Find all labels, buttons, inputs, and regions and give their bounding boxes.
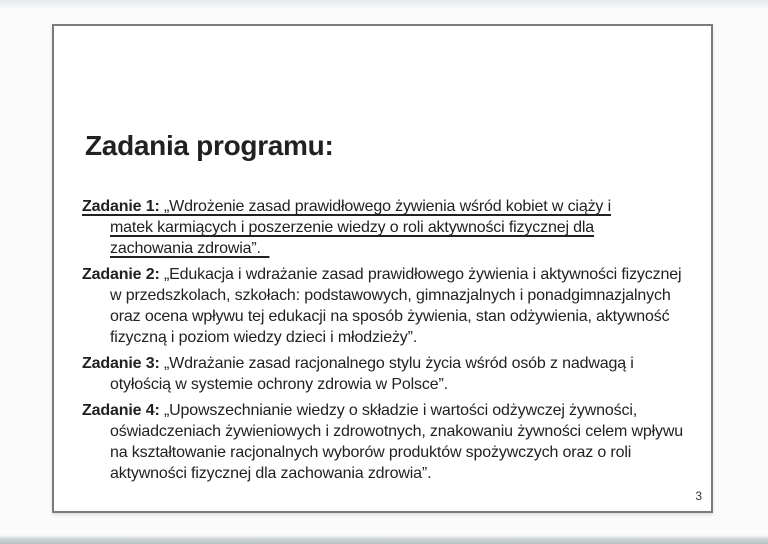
task-line: aktywności fizycznej dla zachowania zdrowia”. [110,465,432,482]
scan-artifact-top [0,0,768,10]
task-paragraph [82,264,712,348]
slide-title: Zadania programu: [85,130,334,161]
task-paragraph [82,400,712,484]
scan-artifact-bottom [0,535,768,544]
task-paragraph [82,196,712,259]
task-line: Zadanie 4: „Upowszechnianie wiedzy o składzie i wartości odżywczej żywności, [82,402,638,419]
task-line: na kształtowanie racjonalnych wyborów produktów spożywczych oraz o roli [110,444,632,461]
task-line: zachowania zdrowia”. [110,240,270,257]
task-label: Zadanie 3: [82,355,164,372]
task-line: Zadanie 2: „Edukacja i wdrażanie zasad prawidłowego żywienia i aktywności fizycznej [82,266,682,283]
tasks [82,196,712,489]
task-line: otyłością w systemie ochrony zdrowia w Polsce”. [110,376,448,393]
task-line: matek karmiących i poszerzenie wiedzy o roli aktywności fizycznej dla [110,219,595,236]
task-paragraph [82,353,712,395]
task-label: Zadanie 1: [82,198,164,215]
page-number: 3 [695,489,702,503]
task-line: oraz ocena wpływu tej edukacji na sposób żywienia, stan odżywienia, aktywność [110,308,670,325]
slide-frame [52,24,713,513]
task-label: Zadanie 2: [82,266,164,283]
task-line: fizyczną i poziom wiedzy dzieci i młodzieży”. [110,329,418,346]
task-line: Zadanie 3: „Wdrażanie zasad racjonalnego stylu życia wśród osób z nadwagą i [82,355,634,372]
task-line: w przedszkolach, szkołach: podstawowych, gimnazjalnych i ponadgimnazjalnych [110,287,671,304]
task-line: oświadczeniach żywieniowych i zdrowotnych, znakowaniu żywności celem wpływu [110,423,684,440]
task-line: Zadanie 1: „Wdrożenie zasad prawidłowego żywienia wśród kobiet w ciąży i [82,198,611,215]
task-label: Zadanie 4: [82,402,164,419]
